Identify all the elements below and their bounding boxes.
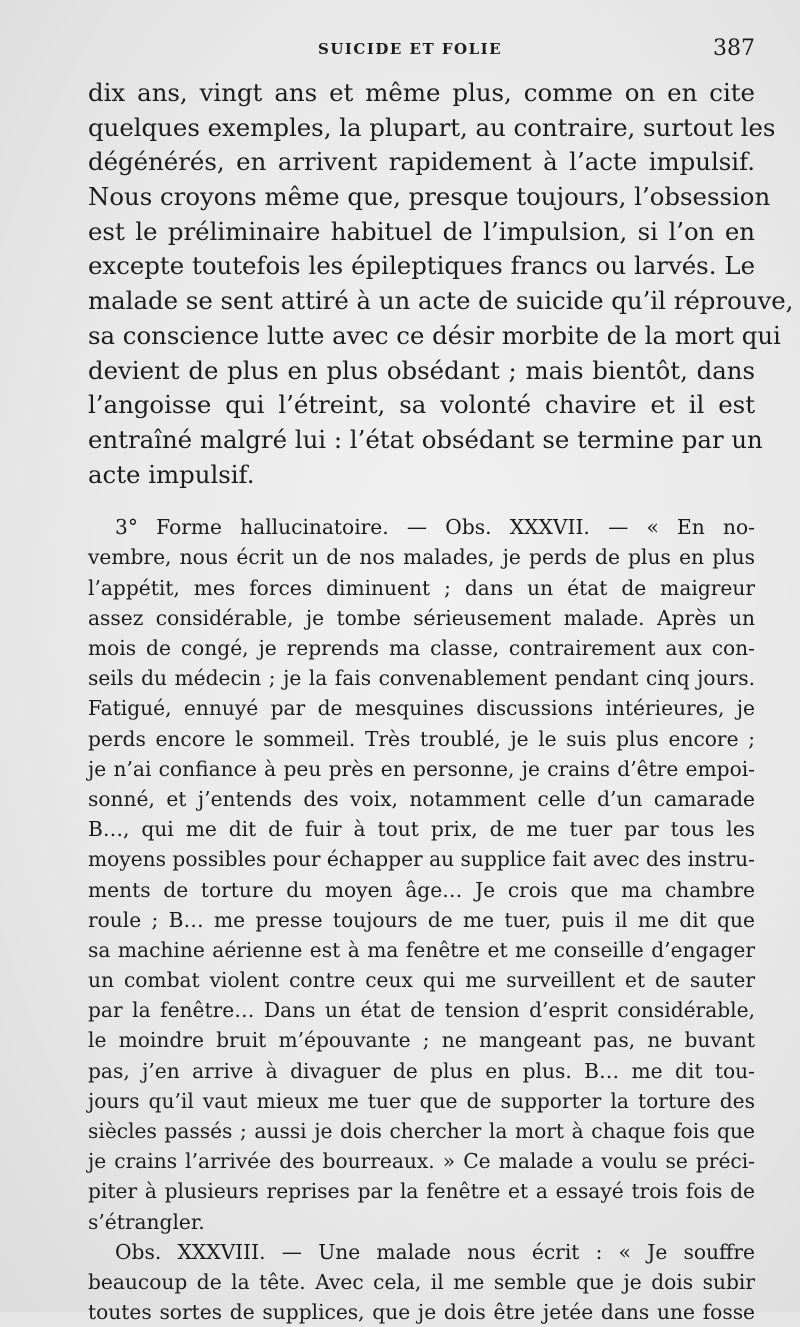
paragraph-obsession [88, 76, 794, 492]
text-line: le moindre bruit m’épouvante ; ne mangeant pas, ne buvant [88, 1028, 755, 1053]
text-line: un combat violent contre ceux qui me surveillent et de sauter [88, 968, 755, 993]
text-line: est le préliminaire habituel de l’impulsion, si l’on en [88, 216, 755, 246]
text-line: excepte toutefois les épileptiques francs ou larvés. Le [88, 251, 755, 281]
text-line: pas, j’en arrive à divaguer de plus en plus. B… me dit tou- [88, 1058, 755, 1083]
text-line: malade se sent attiré à un acte de suicide qu’il réprouve, [88, 286, 794, 316]
text-line: s’étrangler. [88, 1209, 205, 1234]
text-line: acte impulsif. [88, 459, 255, 489]
text-line: sa conscience lutte avec ce désir morbite de la mort qui [88, 320, 781, 350]
text-line: perds encore le sommeil. Très troublé, je le suis plus encore ; [88, 726, 755, 751]
paragraph-observations [88, 512, 755, 1327]
text-line: l’appétit, mes forces diminuent ; dans un état de maigreur [88, 575, 755, 600]
page-header [90, 36, 755, 66]
text-line: moyens possibles pour échapper au supplice fait avec des instru- [88, 847, 755, 872]
text-line: l’angoisse qui l’étreint, sa volonté chavire et il est [88, 390, 755, 420]
body-text [88, 76, 794, 1327]
page-number: 387 [713, 36, 755, 61]
text-line: assez considérable, je tombe sérieusement malade. Après un [88, 605, 755, 630]
text-line: seils du médecin ; je la fais convenablement pendant cinq jours. [88, 666, 755, 691]
text-line: devient de plus en plus obsédant ; mais bientôt, dans [88, 355, 755, 385]
text-line: je crains l’arrivée des bourreaux. » Ce malade a voulu se préci- [88, 1149, 755, 1174]
text-line: Obs. XXXVIII. — Une malade nous écrit : « Je souffre [115, 1239, 755, 1264]
text-line: quelques exemples, la plupart, au contraire, surtout les [88, 112, 776, 142]
text-line: piter à plusieurs reprises par la fenêtre et a essayé trois fois de [88, 1179, 755, 1204]
text-line: mois de congé, je reprends ma classe, contrairement aux con- [88, 636, 755, 660]
text-line: toutes sortes de supplices, que je dois être jetée dans une fosse [88, 1300, 755, 1325]
text-line: sa machine aérienne est à ma fenêtre et me conseille d’engager [88, 937, 755, 962]
text-line: sonné, et j’entends des voix, notamment celle d’un camarade [88, 786, 755, 811]
text-line: dégénérés, en arrivent rapidement à l’acte impulsif. [88, 147, 755, 177]
text-line: roule ; B… me presse toujours de me tuer, puis il me dit que [88, 907, 755, 932]
text-line: je n’ai confiance à peu près en personne, je crains d’être empoi- [88, 756, 755, 781]
text-line: ments de torture du moyen âge… Je crois que ma chambre [88, 877, 755, 902]
text-line: dix ans, vingt ans et même plus, comme on en cite [88, 78, 755, 107]
text-line: vembre, nous écrit un de nos malades, je perds de plus en plus [88, 545, 755, 570]
text-line: Nous croyons même que, presque toujours, l’obsession [88, 182, 771, 212]
text-line: entraîné malgré lui : l’état obsédant se termine par un [88, 424, 763, 454]
text-line: beaucoup de la tête. Avec cela, il me semble que je dois subir [88, 1269, 755, 1294]
text-line: Fatigué, ennuyé par de mesquines discussions intérieures, je [88, 696, 755, 721]
text-line: 3° Forme hallucinatoire. — Obs. XXXVII. — « En no- [115, 515, 755, 540]
running-title: SUICIDE ET FOLIE [318, 40, 503, 58]
text-line: par la fenêtre… Dans un état de tension d’esprit considérable, [88, 998, 755, 1023]
text-line: jours qu’il vaut mieux me tuer que de supporter la torture des [88, 1088, 755, 1113]
text-line: siècles passés ; aussi je dois chercher la mort à chaque fois que [88, 1119, 755, 1143]
text-line: B…, qui me dit de fuir à tout prix, de me tuer par tous les [88, 817, 755, 842]
